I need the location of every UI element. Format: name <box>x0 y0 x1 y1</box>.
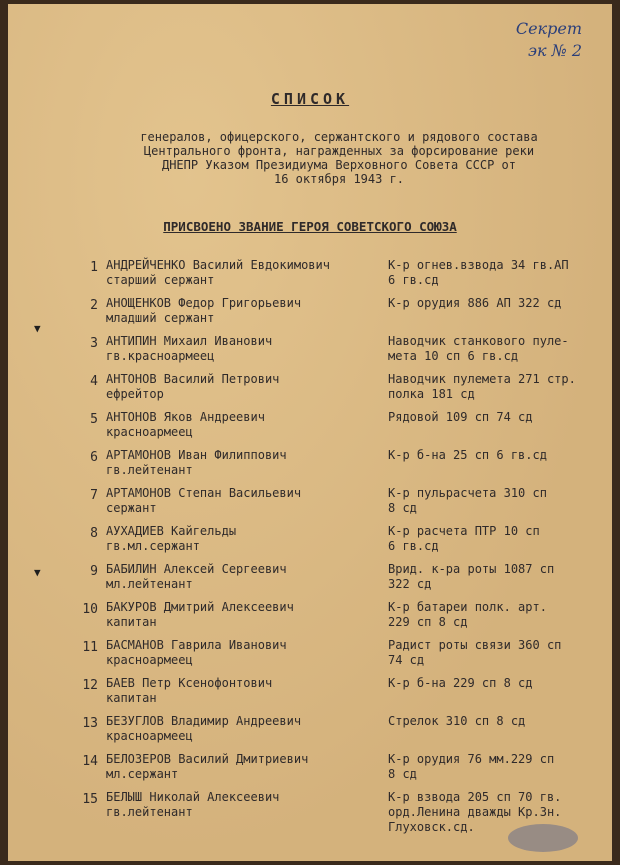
entry-unit: К-р б-на 25 сп 6 гв.сд <box>388 448 547 462</box>
list-item <box>8 676 612 712</box>
entry-unit-cont: 8 сд <box>388 767 417 781</box>
entry-unit: Наводчик станкового пуле- <box>388 334 569 348</box>
entry-unit-cont: 8 сд <box>388 501 417 515</box>
subtitle-line: Центрального фронта, награжденных за форсирование реки <box>143 144 535 158</box>
entry-name: АНТОНОВ Василий Петрович <box>106 372 280 386</box>
entry-name: БЕЛОЗЕРОВ Василий Дмитриевич <box>106 752 309 766</box>
entry-name: АРТАМОНОВ Иван Филиппович <box>106 448 287 462</box>
entry-unit: К-р батареи полк. арт. <box>388 600 547 614</box>
entry-unit: К-р пульрасчета 310 сп <box>388 486 547 500</box>
entry-unit-cont: 74 сд <box>388 653 425 667</box>
entry-rank: мл.сержант <box>106 767 179 781</box>
entry-name: БАБИЛИН Алексей Сергеевич <box>106 562 287 576</box>
entry-unit-cont: орд.Ленина дважды Кр.Зн. <box>388 805 562 819</box>
subtitle-line: 16 октября 1943 г. <box>273 172 405 186</box>
entry-unit: К-р расчета ПТР 10 сп <box>388 524 540 538</box>
entry-number: 1 <box>90 260 98 275</box>
handwritten-note-line1: Секрет <box>515 19 582 38</box>
entry-unit: Рядовой 109 сп 74 сд <box>388 410 533 424</box>
list-item <box>8 714 612 750</box>
entry-rank: гв.лейтенант <box>106 805 193 819</box>
handwritten-note-line2: эк № 2 <box>527 41 582 60</box>
entry-unit: Стрелок 310 сп 8 сд <box>388 714 526 728</box>
entry-rank: капитан <box>106 691 157 705</box>
document-title: СПИСОК <box>270 90 350 108</box>
entry-unit: К-р орудия 886 АП 322 сд <box>388 296 562 310</box>
entry-rank: капитан <box>106 615 157 629</box>
entry-number: 14 <box>82 754 98 769</box>
entry-number: 9 <box>90 564 98 579</box>
entry-unit-cont: полка 181 сд <box>388 387 475 401</box>
entry-name: АНДРЕЙЧЕНКО Василий Евдокимович <box>106 258 330 272</box>
ink-stamp <box>508 824 578 852</box>
list-item <box>8 524 612 560</box>
entry-name: БЕЛЫШ Николай Алексеевич <box>106 790 280 804</box>
entry-unit: Радист роты связи 360 сп <box>388 638 562 652</box>
entry-rank: красноармеец <box>106 425 193 439</box>
entry-unit-cont: 322 сд <box>388 577 432 591</box>
entry-unit-cont: 6 гв.сд <box>388 273 439 287</box>
list-item <box>8 486 612 522</box>
entry-unit: К-р орудия 76 мм.229 сп <box>388 752 555 766</box>
entry-rank: гв.красноармеец <box>106 349 215 363</box>
list-item <box>8 372 612 408</box>
subtitle-line: генералов, офицерского, сержантского и рядового состава <box>140 130 538 144</box>
entry-number: 4 <box>90 374 98 389</box>
entry-rank: гв.лейтенант <box>106 463 193 477</box>
document-page <box>8 4 612 861</box>
entry-name: АУХАДИЕВ Кайгельды <box>106 524 237 538</box>
entry-rank: гв.мл.сержант <box>106 539 200 553</box>
entry-number: 13 <box>82 716 98 731</box>
entry-unit-cont: Глуховск.сд. <box>388 820 475 834</box>
entry-unit-cont: мета 10 сп 6 гв.сд <box>388 349 519 363</box>
entry-number: 2 <box>90 298 98 313</box>
entry-number: 8 <box>90 526 98 541</box>
list-item <box>8 258 612 294</box>
entry-unit: Наводчик пулемета 271 стр. <box>388 372 576 386</box>
entry-name: АРТАМОНОВ Степан Васильевич <box>106 486 302 500</box>
entry-rank: младший сержант <box>106 311 215 325</box>
entry-number: 7 <box>90 488 98 503</box>
entry-name: АНОЩЕНКОВ Федор Григорьевич <box>106 296 302 310</box>
list-item <box>8 296 612 332</box>
entry-rank: ефрейтор <box>106 387 164 401</box>
entry-number: 10 <box>82 602 98 617</box>
entry-unit-cont: 229 сп 8 сд <box>388 615 468 629</box>
entry-name: БАКУРОВ Дмитрий Алексеевич <box>106 600 294 614</box>
list-item <box>8 600 612 636</box>
entry-unit: К-р б-на 229 сп 8 сд <box>388 676 533 690</box>
entry-rank: старший сержант <box>106 273 215 287</box>
entry-rank: красноармеец <box>106 729 193 743</box>
entry-unit: Врид. к-ра роты 1087 сп <box>388 562 555 576</box>
list-item <box>8 410 612 446</box>
subtitle-line: ДНЕПР Указом Президиума Верховного Совета СССР от <box>161 158 516 172</box>
entry-rank: сержант <box>106 501 157 515</box>
entry-rank: красноармеец <box>106 653 193 667</box>
entry-name: БАЕВ Петр Ксенофонтович <box>106 676 273 690</box>
entry-number: 15 <box>82 792 98 807</box>
entry-name: АНТОНОВ Яков Андреевич <box>106 410 265 424</box>
entry-unit: К-р взвода 205 сп 70 гв. <box>388 790 562 804</box>
entry-name: БАСМАНОВ Гаврила Иванович <box>106 638 287 652</box>
list-item <box>8 562 612 598</box>
document-subtitle <box>104 130 574 186</box>
list-item <box>8 638 612 674</box>
entry-unit-cont: 6 гв.сд <box>388 539 439 553</box>
list-item <box>8 752 612 788</box>
entry-number: 6 <box>90 450 98 465</box>
margin-arrow-icon: ▼ <box>34 322 41 335</box>
entry-rank: мл.лейтенант <box>106 577 193 591</box>
entry-number: 3 <box>90 336 98 351</box>
entry-number: 12 <box>82 678 98 693</box>
entry-unit: К-р огнев.взвода 34 гв.АП <box>388 258 569 272</box>
section-heading: ПРИСВОЕНО ЗВАНИЕ ГЕРОЯ СОВЕТСКОГО СОЮЗА <box>163 219 457 234</box>
list-item <box>8 448 612 484</box>
margin-arrow-icon: ▼ <box>34 566 41 579</box>
entry-name: БЕЗУГЛОВ Владимир Андреевич <box>106 714 302 728</box>
entry-number: 11 <box>82 640 98 655</box>
handwritten-note <box>516 18 582 62</box>
list-item <box>8 334 612 370</box>
entry-name: АНТИПИН Михаил Иванович <box>106 334 273 348</box>
list-item <box>8 790 612 834</box>
entry-number: 5 <box>90 412 98 427</box>
